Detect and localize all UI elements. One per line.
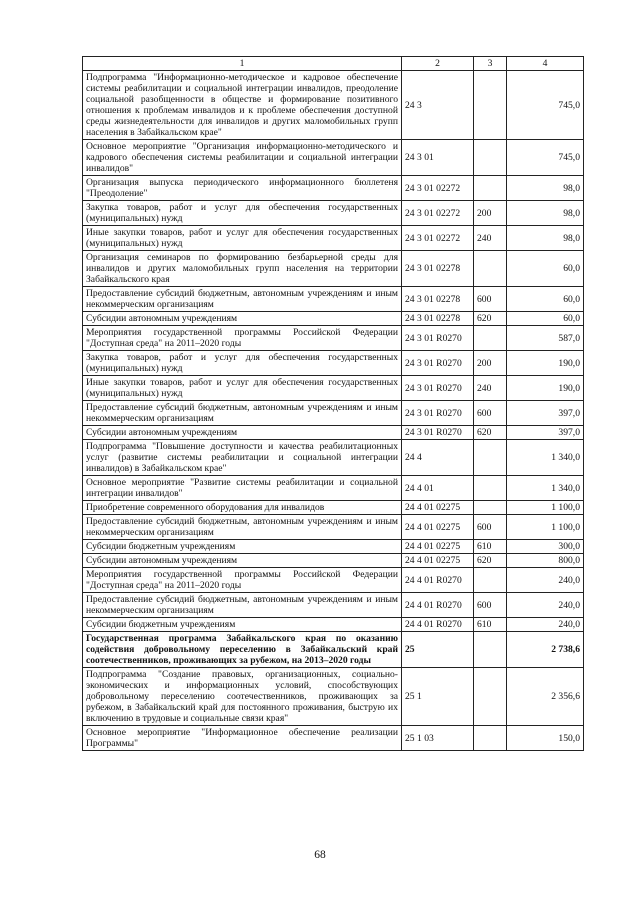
row-name: Предоставление субсидий бюджетным, автономным учреждениям и иным некоммерческим организациям — [83, 593, 402, 618]
row-code: 24 4 01 R0270 — [402, 593, 474, 618]
row-amount: 60,0 — [507, 312, 584, 326]
row-name: Государственная программа Забайкальского края по оказанию содействия добровольному переселению в Забайкальский край соотечественников, проживающих за рубежом, на 2013–2020 годы — [83, 632, 402, 668]
row-expense-type — [474, 501, 507, 515]
row-code: 24 4 01 02275 — [402, 501, 474, 515]
row-expense-type — [474, 668, 507, 726]
row-name: Субсидии автономным учреждениям — [83, 554, 402, 568]
row-expense-type: 620 — [474, 426, 507, 440]
row-amount: 60,0 — [507, 287, 584, 312]
table-row — [83, 351, 584, 376]
row-amount: 1 340,0 — [507, 440, 584, 476]
row-code: 24 4 01 R0270 — [402, 568, 474, 593]
row-amount: 2 356,6 — [507, 668, 584, 726]
row-expense-type: 610 — [474, 540, 507, 554]
row-expense-type: 600 — [474, 401, 507, 426]
row-expense-type — [474, 326, 507, 351]
row-name: Закупка товаров, работ и услуг для обеспечения государственных (муниципальных) нужд — [83, 351, 402, 376]
row-expense-type: 620 — [474, 554, 507, 568]
row-expense-type — [474, 440, 507, 476]
row-amount: 1 340,0 — [507, 476, 584, 501]
row-amount: 2 738,6 — [507, 632, 584, 668]
row-name: Подпрограмма "Информационно-методическое и кадровое обеспечение системы реабилитации и социальной интеграции инвалидов, преодоление социальной разобщенности в обществе и формирование позитивного отношения к проблемам инвалидов и к проблеме обеспечения доступной среды жизнедеятельности для инвалидов и других маломобильных групп населения в Забайкальском крае" — [83, 71, 402, 140]
table-row — [83, 312, 584, 326]
row-code: 24 3 01 R0270 — [402, 326, 474, 351]
row-name: Организация выпуска периодического информационного бюллетеня "Преодоление" — [83, 176, 402, 201]
row-name: Субсидии автономным учреждениям — [83, 312, 402, 326]
row-name: Основное мероприятие "Развитие системы реабилитации и социальной интеграции инвалидов" — [83, 476, 402, 501]
row-expense-type: 600 — [474, 515, 507, 540]
row-name: Субсидии бюджетным учреждениям — [83, 618, 402, 632]
row-amount: 240,0 — [507, 618, 584, 632]
row-code: 24 4 01 02275 — [402, 540, 474, 554]
row-expense-type: 600 — [474, 287, 507, 312]
row-name: Подпрограмма "Создание правовых, организационных, социально-экономических и информационных условий, способствующих добровольному переселению соотечественников, проживающих за рубежом, в Забайкальский край для постоянного проживания, быструю их включению в трудовые и социальные связи края" — [83, 668, 402, 726]
row-amount: 300,0 — [507, 540, 584, 554]
row-amount: 800,0 — [507, 554, 584, 568]
row-amount: 98,0 — [507, 226, 584, 251]
table-row — [83, 71, 584, 140]
row-amount: 240,0 — [507, 593, 584, 618]
table-row — [83, 326, 584, 351]
header-row — [83, 57, 584, 71]
table-row — [83, 540, 584, 554]
row-name: Предоставление субсидий бюджетным, автономным учреждениям и иным некоммерческим организациям — [83, 401, 402, 426]
row-code: 25 1 — [402, 668, 474, 726]
table-row — [83, 554, 584, 568]
table-row — [83, 440, 584, 476]
table-row — [83, 593, 584, 618]
row-name: Предоставление субсидий бюджетным, автономным учреждениям и иным некоммерческим организациям — [83, 515, 402, 540]
row-name: Мероприятия государственной программы Российской Федерации "Доступная среда" на 2011–2020 годы — [83, 326, 402, 351]
table-row — [83, 726, 584, 751]
row-expense-type: 200 — [474, 351, 507, 376]
row-code: 24 3 01 — [402, 140, 474, 176]
row-amount: 397,0 — [507, 401, 584, 426]
row-expense-type: 620 — [474, 312, 507, 326]
header-col-3: 3 — [474, 57, 507, 71]
row-amount: 397,0 — [507, 426, 584, 440]
row-name: Основное мероприятие "Организация информационно-методического и кадрового обеспечения системы реабилитации и социальной интеграции инвалидов" — [83, 140, 402, 176]
row-name: Закупка товаров, работ и услуг для обеспечения государственных (муниципальных) нужд — [83, 201, 402, 226]
table-row — [83, 568, 584, 593]
row-amount: 1 100,0 — [507, 515, 584, 540]
table-row — [83, 176, 584, 201]
row-code: 24 3 01 R0270 — [402, 376, 474, 401]
row-amount: 240,0 — [507, 568, 584, 593]
row-code: 24 3 01 02272 — [402, 176, 474, 201]
row-expense-type: 200 — [474, 201, 507, 226]
row-code: 24 4 — [402, 440, 474, 476]
header-col-4: 4 — [507, 57, 584, 71]
table-row — [83, 287, 584, 312]
row-code: 24 3 01 R0270 — [402, 426, 474, 440]
row-amount: 60,0 — [507, 251, 584, 287]
row-amount: 150,0 — [507, 726, 584, 751]
row-amount: 190,0 — [507, 351, 584, 376]
row-code: 24 3 — [402, 71, 474, 140]
table-row — [83, 226, 584, 251]
row-code: 24 3 01 02278 — [402, 287, 474, 312]
row-code: 24 3 01 R0270 — [402, 351, 474, 376]
row-amount: 98,0 — [507, 201, 584, 226]
row-code: 24 3 01 02272 — [402, 226, 474, 251]
table-row — [83, 501, 584, 515]
row-name: Мероприятия государственной программы Российской Федерации "Доступная среда" на 2011–2020 годы — [83, 568, 402, 593]
row-expense-type — [474, 251, 507, 287]
table-row — [83, 251, 584, 287]
table-row — [83, 476, 584, 501]
row-code: 24 3 01 02278 — [402, 312, 474, 326]
header-col-2: 2 — [402, 57, 474, 71]
row-name: Субсидии автономным учреждениям — [83, 426, 402, 440]
row-name: Иные закупки товаров, работ и услуг для обеспечения государственных (муниципальных) нужд — [83, 226, 402, 251]
row-expense-type — [474, 568, 507, 593]
row-amount: 1 100,0 — [507, 501, 584, 515]
table-row — [83, 140, 584, 176]
row-name: Предоставление субсидий бюджетным, автономным учреждениям и иным некоммерческим организациям — [83, 287, 402, 312]
row-code: 24 4 01 02275 — [402, 515, 474, 540]
row-expense-type — [474, 176, 507, 201]
row-code: 25 — [402, 632, 474, 668]
header-col-1: 1 — [83, 57, 402, 71]
row-expense-type: 240 — [474, 226, 507, 251]
row-name: Иные закупки товаров, работ и услуг для обеспечения государственных (муниципальных) нужд — [83, 376, 402, 401]
row-amount: 745,0 — [507, 140, 584, 176]
row-expense-type — [474, 476, 507, 501]
table-row — [83, 515, 584, 540]
table-row — [83, 618, 584, 632]
budget-table — [82, 56, 584, 751]
table-row — [83, 426, 584, 440]
row-expense-type: 240 — [474, 376, 507, 401]
row-code: 24 4 01 — [402, 476, 474, 501]
table-row — [83, 201, 584, 226]
row-code: 24 3 01 02278 — [402, 251, 474, 287]
row-name: Основное мероприятие "Информационное обеспечение реализации Программы" — [83, 726, 402, 751]
page-number: 68 — [314, 849, 326, 861]
table-row — [83, 668, 584, 726]
table-row — [83, 401, 584, 426]
row-name: Подпрограмма "Повышение доступности и качества реабилитационных услуг (развитие системы реабилитации и социальной интеграции инвалидов) в Забайкальском крае" — [83, 440, 402, 476]
row-expense-type — [474, 71, 507, 140]
table-row — [83, 376, 584, 401]
row-expense-type: 600 — [474, 593, 507, 618]
row-code: 24 3 01 02272 — [402, 201, 474, 226]
row-code: 24 3 01 R0270 — [402, 401, 474, 426]
row-code: 25 1 03 — [402, 726, 474, 751]
table-row — [83, 632, 584, 668]
row-code: 24 4 01 02275 — [402, 554, 474, 568]
row-expense-type — [474, 726, 507, 751]
row-expense-type — [474, 140, 507, 176]
row-code: 24 4 01 R0270 — [402, 618, 474, 632]
row-name: Субсидии бюджетным учреждениям — [83, 540, 402, 554]
row-name: Организация семинаров по формированию безбарьерной среды для инвалидов и других маломобильных групп населения на территории Забайкальского края — [83, 251, 402, 287]
row-expense-type: 610 — [474, 618, 507, 632]
row-amount: 190,0 — [507, 376, 584, 401]
row-amount: 587,0 — [507, 326, 584, 351]
row-amount: 98,0 — [507, 176, 584, 201]
row-name: Приобретение современного оборудования для инвалидов — [83, 501, 402, 515]
row-amount: 745,0 — [507, 71, 584, 140]
row-expense-type — [474, 632, 507, 668]
